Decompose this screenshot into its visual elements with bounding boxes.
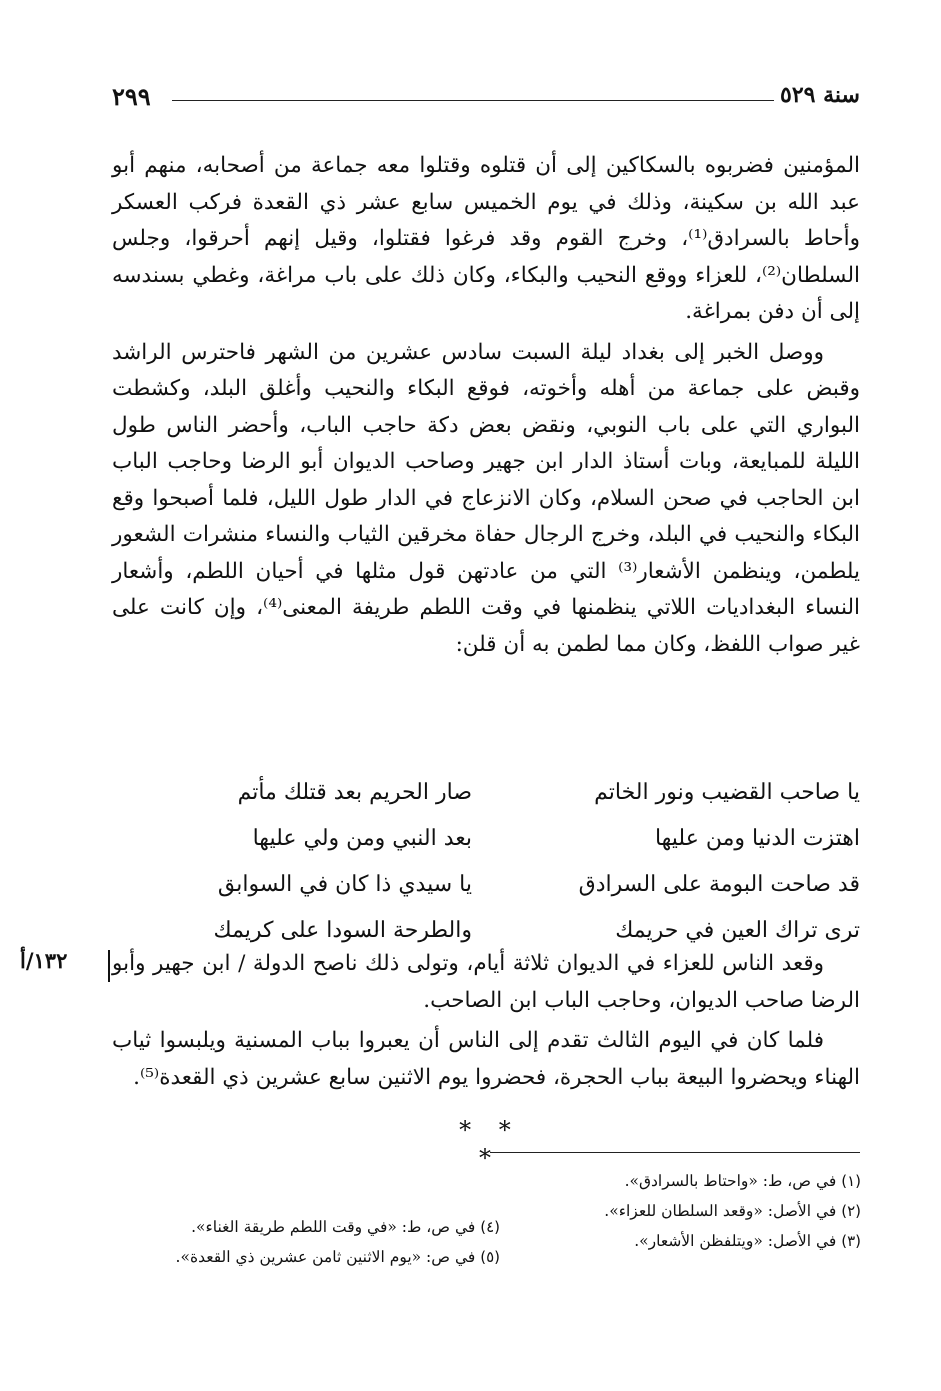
verse-first-hemistich: قد صاحت البومة على السرادق [578,872,860,897]
verse-first-hemistich: يا صاحب القضيب ونور الخاتم [594,780,860,805]
section-separator: * * * [459,1116,521,1172]
verse-first-hemistich: اهتزت الدنيا ومن عليها [654,826,860,851]
verse-second-hemistich: والطرحة السودا على كريمك [213,918,472,943]
footnote-text: في ص، ط: «في وقت اللطم طريقة الغناء». [191,1218,476,1236]
footnote [481,1226,861,1256]
poem [112,770,860,954]
margin-folio-note: ١٣٢/أ [20,948,68,973]
page-header [100,82,860,118]
verse-second-hemistich: يا سيدي ذا كان في السوابق [217,872,472,897]
page-number: ٢٩٩ [112,82,151,111]
paragraph-2: ووصل الخبر إلى بغداد ليلة السبت سادس عشرين من الشهر فاحترس الراشد وقبض على جماعة من أهله وأخوته، فوقع البكاء والنحيب وأغلق البلد، وكشطت البواري التي على باب النوبي، ونقض بعض دكة حاجب الباب، وأحضر الناس طول الليلة للمبايعة، وبات أستاذ الدار ابن جهير وصاحب الديوان أبو الرضا وحاجب الباب ابن الحاجب في صحن السلام، وكان الانزعاج في الدار طول الليل، فلما أصبحوا وقع البكاء والنحيب في البلد، وخرج الرجال حفاة مخرقين الثياب والنساء منشرات الشعور يلطمن، وينظمن الأشعار⁽³⁾ التي من عادتهن قول مثلها في أحيان اللطم، وأشعار النساء البغداديات اللاتي ينظمنها في وقت اللطم طريفة المعنى⁽⁴⁾، وإن كانت على غير صواب اللفظ، وكان مما لطمن به أن قلن: [112,339,861,657]
footnote-number: (٥) [480,1248,500,1266]
main-text [112,148,860,663]
paragraph-4: فلما كان في اليوم الثالث تقدم إلى الناس أن يعبروا بباب المسنية ويلبسوا ثياب الهناء ويحضروا البيعة بباب الحجرة، فحضروا يوم الاثنين سابع عشرين ذي القعدة⁽⁵⁾. [112,1028,860,1090]
header-rule [172,100,774,101]
footnote-text: في ص، ط: «واحتاط بالسرادق». [624,1172,837,1190]
verse-second-hemistich: صار الحريم بعد قتلك مأتم [237,780,472,805]
footnote-number: (٢) [841,1202,861,1220]
footnote [100,1212,500,1242]
footnotes-right-column [481,1166,861,1256]
main-text-continued [20,946,860,1096]
footnote-text: في الأصل: «وقعد السلطان للعزاء». [604,1202,837,1220]
footnote-rule [490,1152,860,1153]
footnote-number: (٤) [480,1218,500,1236]
footnote-number: (٣) [841,1232,861,1250]
footnote [100,1242,500,1272]
paragraph-3-wrapper [20,946,860,1019]
footnote [481,1166,861,1196]
paragraph-1: المؤمنين فضربوه بالسكاكين إلى أن قتلوه وقتلوا معه جماعة من أصحابه، منهم أبو عبد الله بن سكينة، وذلك في يوم الخميس سابع عشر ذي القعدة فركب العسكر وأحاط بالسرادق⁽¹⁾، وخرج القوم وقد فرغوا فقتلوا، وقيل إنهم أحرقوا، وجلس السلطان⁽²⁾، للعزاء ووقع النحيب والبكاء، وكان ذلك على باب مراغة، وغطي بسندسه إلى أن دفن بمراغة. [112,153,860,324]
poem-verse [112,770,860,816]
verse-second-hemistich: بعد النبي ومن ولي عليها [252,826,472,851]
margin-bar [108,950,110,982]
poem-verse [112,862,860,908]
paragraph-3: وقعد الناس للعزاء في الديوان ثلاثة أيام، وتولى ذلك ناصح الدولة / ابن جهير وأبو الرضا صاحب الديوان، وحاجب الباب ابن الصاحب. [112,951,860,1013]
year-label: سنة ٥٢٩ [780,82,860,108]
footnotes-left-column [100,1212,500,1272]
poem-verse [112,816,860,862]
footnote-text: في ص: «يوم الاثنين ثامن عشرين ذي القعدة». [175,1248,476,1266]
verse-first-hemistich: ترى تراك العين في حريمك [615,918,860,943]
footnote-text: في الأصل: «ويتلفظن الأشعار». [634,1232,837,1250]
footnote-number: (١) [841,1172,861,1190]
footnote [481,1196,861,1226]
